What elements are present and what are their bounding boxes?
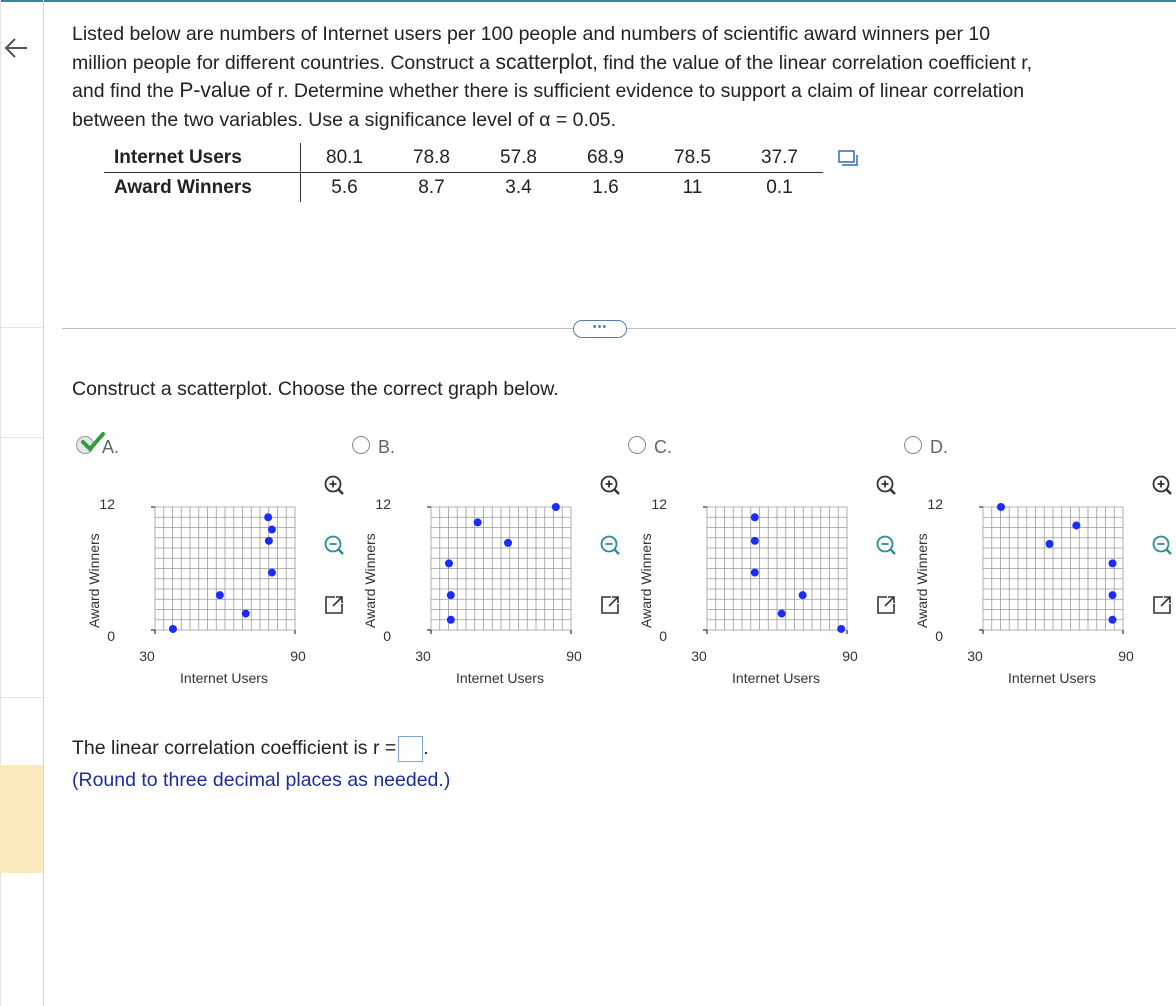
y-axis-label: Award Winners xyxy=(86,533,102,628)
top-accent-bar xyxy=(0,0,1176,2)
left-rail-divider xyxy=(43,0,44,1006)
copy-data-icon[interactable] xyxy=(838,150,860,168)
zoom-in-icon[interactable] xyxy=(1151,474,1173,496)
rail-separator xyxy=(0,437,43,438)
y-tick-top: 12 xyxy=(927,496,943,512)
data-point xyxy=(751,513,759,521)
data-point xyxy=(447,616,455,624)
data-point xyxy=(445,559,453,567)
data-point xyxy=(264,513,272,521)
data-point xyxy=(268,569,276,577)
data-point xyxy=(778,610,786,618)
option-c-radio[interactable] xyxy=(628,436,646,454)
question-line: between the two variables. Use a significance level of α = 0.05. xyxy=(72,108,617,131)
row-label-internet-users: Internet Users xyxy=(104,143,301,173)
data-point xyxy=(751,537,759,545)
table-cell: 57.8 xyxy=(475,143,562,173)
data-point xyxy=(799,591,807,599)
table-cell: 78.8 xyxy=(388,143,475,173)
y-axis-label: Award Winners xyxy=(638,533,654,628)
x-tick-right: 90 xyxy=(290,648,306,664)
option-b-radio[interactable] xyxy=(352,436,370,454)
question-line-part: and find the xyxy=(72,80,180,102)
table-cell: 8.7 xyxy=(418,176,445,198)
y-tick-bottom: 0 xyxy=(659,628,667,644)
y-axis-label: Award Winners xyxy=(914,533,930,628)
table-cell: 11 xyxy=(682,176,703,198)
zoom-in-icon[interactable] xyxy=(323,474,345,496)
x-tick-left: 30 xyxy=(139,648,155,664)
data-point xyxy=(837,625,845,633)
scatterplot-c xyxy=(701,503,881,663)
scatterplot-a xyxy=(149,503,329,663)
data-point xyxy=(447,591,455,599)
data-point xyxy=(1046,540,1054,548)
zoom-out-icon[interactable] xyxy=(599,534,621,556)
current-part-marker[interactable] xyxy=(0,765,43,873)
option-c[interactable] xyxy=(622,430,892,700)
expand-more-button[interactable]: ••• xyxy=(573,320,627,338)
table-cell: 80.1 xyxy=(301,143,389,173)
x-tick-left: 30 xyxy=(415,648,431,664)
open-window-icon[interactable] xyxy=(323,594,345,616)
scatterplot-prompt: Construct a scatterplot. Choose the correct graph below. xyxy=(72,378,559,400)
rounding-hint: (Round to three decimal places as needed.) xyxy=(72,769,451,791)
table-cell: 37.7 xyxy=(736,143,823,173)
question-line-part: of r. Determine whether there is sufficient evidence to support a claim of linear correlation xyxy=(250,80,1025,102)
open-window-icon[interactable] xyxy=(1151,594,1173,616)
open-window-icon[interactable] xyxy=(875,594,897,616)
data-point xyxy=(751,569,759,577)
data-point xyxy=(265,537,273,545)
y-tick-bottom: 0 xyxy=(935,628,943,644)
option-letter: A. xyxy=(102,437,120,457)
open-window-icon[interactable] xyxy=(599,594,621,616)
table-cell: 1.6 xyxy=(592,176,619,198)
data-point xyxy=(268,526,276,534)
scatterplot-b xyxy=(425,503,605,663)
x-tick-right: 90 xyxy=(1118,648,1134,664)
y-tick-bottom: 0 xyxy=(383,628,391,644)
data-point xyxy=(169,625,177,633)
zoom-in-icon[interactable] xyxy=(599,474,621,496)
rail-separator xyxy=(0,697,43,698)
x-tick-left: 30 xyxy=(967,648,983,664)
scatterplot-term-link[interactable]: scatterplot xyxy=(495,50,593,74)
data-point xyxy=(216,591,224,599)
data-point xyxy=(1072,521,1080,529)
question-line-part: , find the value of the linear correlation coefficient r, xyxy=(592,51,1033,74)
data-point xyxy=(552,503,560,511)
data-point xyxy=(474,518,482,526)
zoom-out-icon[interactable] xyxy=(1151,534,1173,556)
table-cell: 5.6 xyxy=(331,176,358,198)
question-text xyxy=(72,20,1162,134)
data-point xyxy=(242,610,250,618)
x-axis-label: Internet Users xyxy=(456,670,544,686)
scatterplot-d xyxy=(977,503,1157,663)
data-point xyxy=(1109,559,1117,567)
y-tick-bottom: 0 xyxy=(107,628,115,644)
data-point xyxy=(1109,616,1117,624)
table-cell: 68.9 xyxy=(562,143,649,173)
back-arrow-icon[interactable] xyxy=(0,28,40,68)
question-line: Listed below are numbers of Internet users per 100 people and numbers of scientific award winners per 10 xyxy=(72,23,991,45)
y-tick-top: 12 xyxy=(651,496,667,512)
x-tick-right: 90 xyxy=(842,648,858,664)
x-tick-left: 30 xyxy=(691,648,707,664)
rail-separator xyxy=(0,327,43,328)
p-value-term-link[interactable]: P-value xyxy=(179,79,251,102)
question-line xyxy=(72,77,1162,106)
x-axis-label: Internet Users xyxy=(180,670,268,686)
table-cell: 3.4 xyxy=(505,176,532,198)
option-letter: B. xyxy=(378,437,396,457)
y-tick-top: 12 xyxy=(375,496,391,512)
option-letter: C. xyxy=(654,437,672,457)
x-axis-label: Internet Users xyxy=(1008,670,1096,686)
table-cell: 78.5 xyxy=(649,143,736,173)
correlation-answer-row: The linear correlation coefficient is r = . xyxy=(72,736,429,762)
zoom-out-icon[interactable] xyxy=(323,534,345,556)
zoom-in-icon[interactable] xyxy=(875,474,897,496)
y-axis-label: Award Winners xyxy=(362,533,378,628)
option-a[interactable] xyxy=(70,430,340,700)
zoom-out-icon[interactable] xyxy=(875,534,897,556)
table-cell: 0.1 xyxy=(766,176,793,198)
question-line-part: million people for different countries. Construct a xyxy=(72,51,496,74)
data-point xyxy=(1109,591,1117,599)
answer-label: The linear correlation coefficient is r = xyxy=(72,737,397,760)
option-letter: D. xyxy=(930,437,948,457)
data-point xyxy=(504,539,512,547)
x-tick-right: 90 xyxy=(566,648,582,664)
data-point xyxy=(997,503,1005,511)
y-tick-top: 12 xyxy=(99,496,115,512)
r-answer-input[interactable] xyxy=(398,736,423,762)
data-table xyxy=(104,143,823,202)
option-d[interactable] xyxy=(898,430,1168,700)
row-label-award-winners: Award Winners xyxy=(104,173,301,203)
option-d-radio[interactable] xyxy=(904,436,922,454)
option-b[interactable] xyxy=(346,430,616,700)
question-line xyxy=(72,49,1162,78)
x-axis-label: Internet Users xyxy=(732,670,820,686)
